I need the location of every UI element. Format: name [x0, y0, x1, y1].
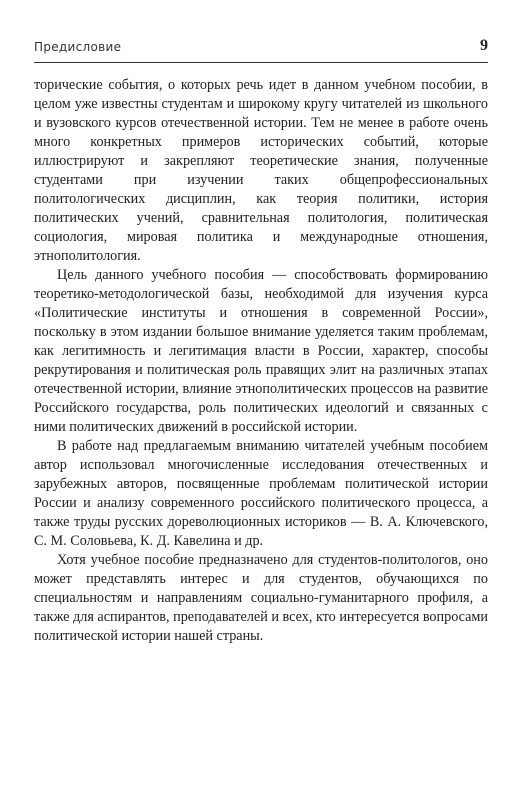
paragraph-sources: В работе над предлагаемым вниманию читателей учебным пособием автор использовал многочисленные исследования отечественных и зарубежных авторов, посвященные проблемам политической истории России и анализу современного российского политического процесса, а также труды русских дореволюционных историков — В. А. Ключевского, С. М. Соловьева, К. Д. Кавелина и др. [34, 438, 488, 549]
body-text [34, 76, 488, 646]
book-page [34, 0, 488, 800]
header-divider [34, 62, 488, 63]
running-head [34, 38, 488, 60]
section-title: Предисловие [34, 40, 122, 54]
paragraph-purpose: Цель данного учебного пособия — способствовать формированию теоретико-методологической базы, необходимой для изучения курса «Политические институты и отношения в современной России», поскольку в этом издании большое внимание уделяется таким проблемам, как легитимность и легитимация власти в России, характер, способы рекрутирования и политическая роль правящих элит на различных этапах отечественной истории, влияние этнополитических процессов на развитие Российского государства, роль политических идеологий и связанных с ними политических движений в российской истории. [34, 267, 488, 435]
paragraph-continued: торические события, о которых речь идет в данном учебном пособии, в целом уже известны студентам и широкому кругу читателей из школьного и вузовского курсов отечественной истории. Тем не менее в работе очень много конкретных примеров исторических событий, которые иллюстрируют и закрепляют теоретические знания, полученные студентами при изучении таких общепрофессиональных политологических дисциплин, как теория политики, история политических учений, сравнительная политология, политическая социология, мировая политика и международные отношения, этнополитология. [34, 77, 488, 264]
page-number: 9 [480, 37, 488, 54]
paragraph-audience: Хотя учебное пособие предназначено для студентов-политологов, оно может представлять интерес и для студентов, обучающихся по специальностям и направлениям социально-гуманитарного профиля, а также для аспирантов, преподавателей и всех, кто интересуется вопросами политической истории нашей страны. [34, 552, 488, 644]
